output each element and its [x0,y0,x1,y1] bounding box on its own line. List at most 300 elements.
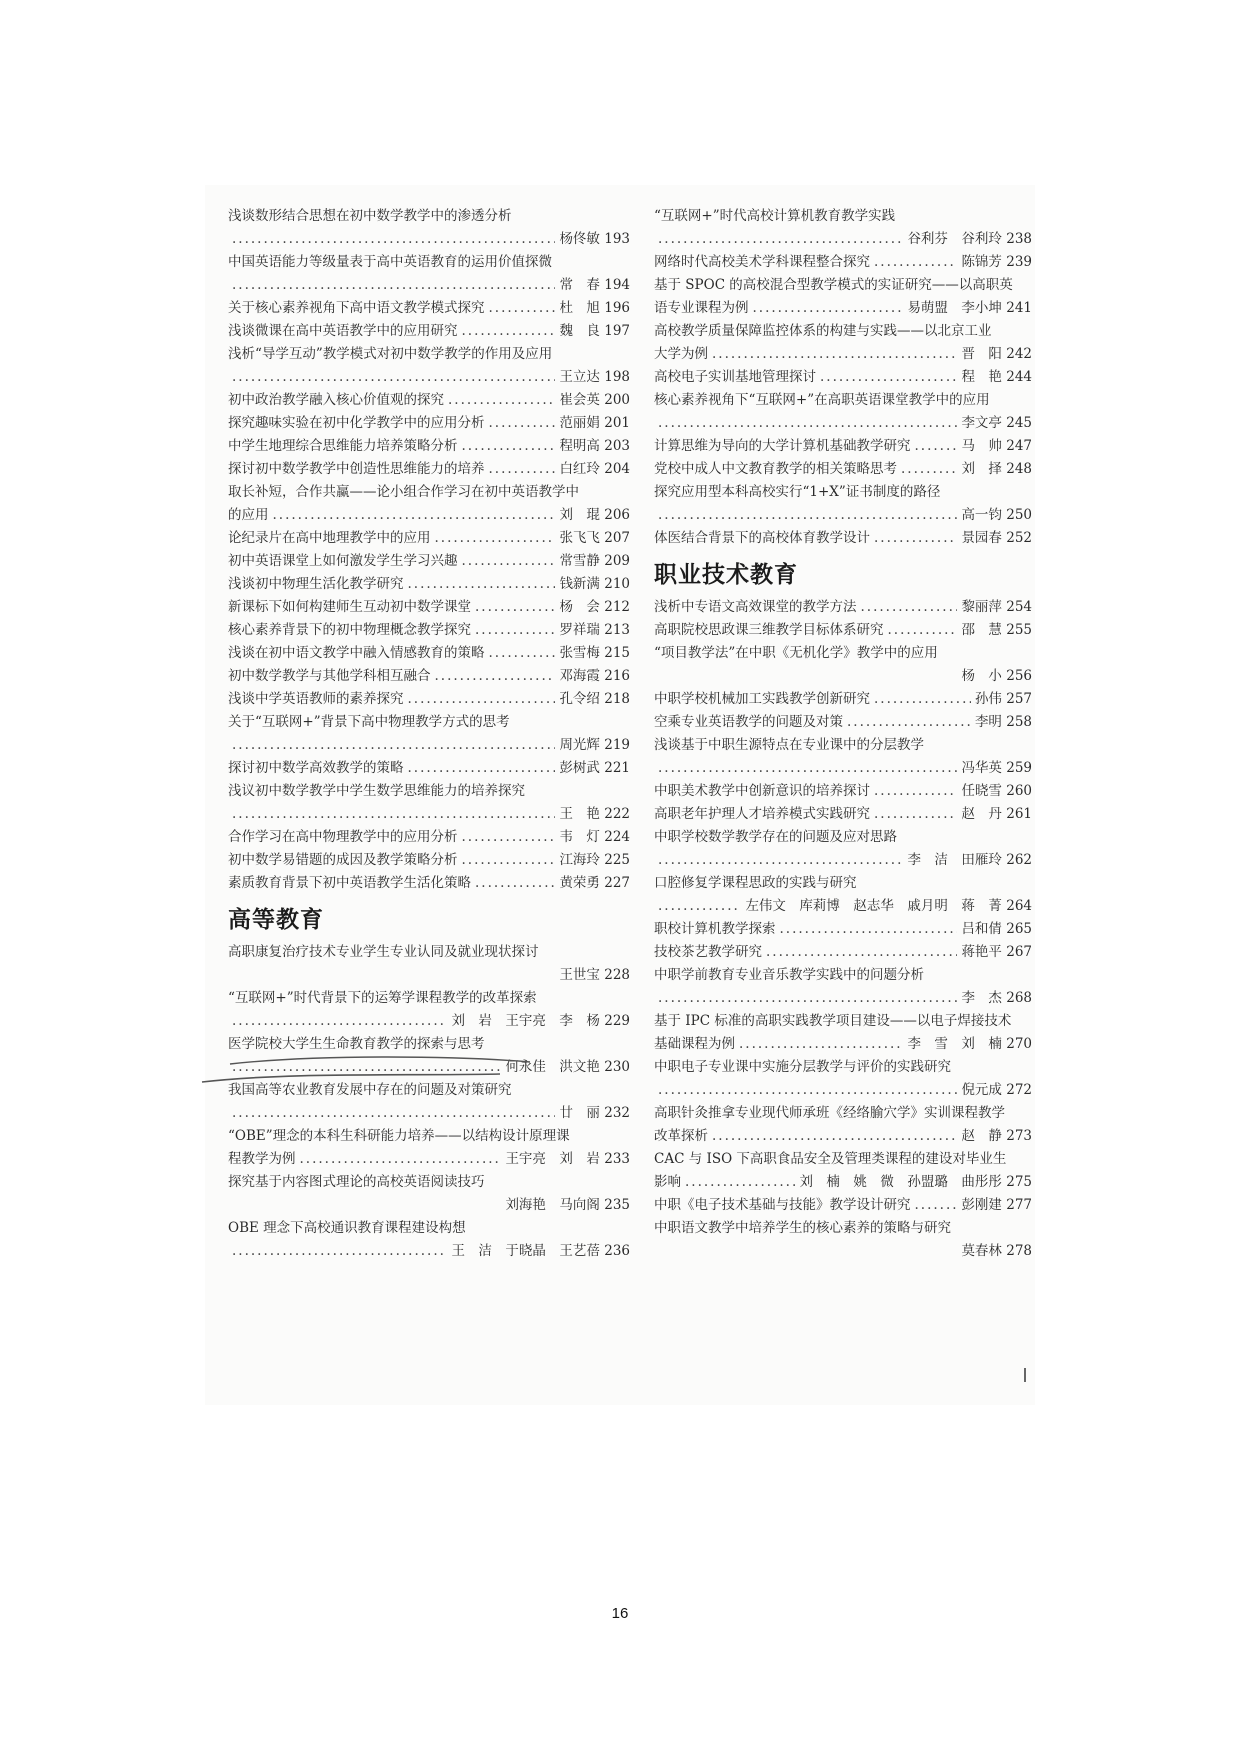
toc-entry-author-page: 彭树武 221 [559,760,630,776]
leader-dots [232,803,555,826]
toc-entry [654,205,1032,251]
toc-entry-line [654,780,1032,803]
toc-entry-line [654,895,1032,918]
leader-dots [753,297,904,320]
toc-entry [228,412,630,435]
toc-entry-author-page: 杨 小 256 [961,668,1032,684]
leader-dots [658,504,957,527]
toc-entry [228,435,630,458]
toc-entry-line [228,941,630,964]
toc-entry [654,619,1032,642]
toc-entry [228,711,630,757]
toc-entry-title: 网络时代高校美术学科课程整合探究 [654,254,870,270]
toc-entry [654,320,1032,366]
leader-dots [489,458,556,481]
toc-entry-line [228,205,630,228]
leader-dots [915,1194,958,1217]
toc-entry-author-page: 杜 旭 196 [559,300,630,316]
toc-entry [228,780,630,826]
toc-entry-line [228,366,630,389]
toc-entry-author-page: 张雪梅 215 [559,645,630,661]
toc-entry-line [228,757,630,780]
toc-entry-author-page: 罗祥瑞 213 [559,622,630,638]
toc-entry [654,872,1032,918]
toc-entry [654,1010,1032,1056]
toc-entry-line [228,1033,630,1056]
leader-dots [658,412,957,435]
toc-entry-line [654,642,1032,665]
toc-entry-title: 高职针灸推拿专业现代师承班《经络腧穴学》实训课程教学 [654,1105,1005,1121]
toc-entry [228,297,630,320]
toc-entry-line [228,435,630,458]
toc-entry-line [228,780,630,803]
toc-entry-title: 核心素养视角下“互联网+”在高职英语课堂教学中的应用 [654,392,990,408]
leader-dots [888,619,958,642]
toc-entry-author-page: 邵 慧 255 [961,622,1032,638]
leader-dots [901,458,957,481]
toc-entry [654,1102,1032,1148]
toc-entry [228,1171,630,1217]
toc-entry-author-page: 赵 静 273 [961,1128,1032,1144]
toc-entry-author-page: 王 艳 222 [559,806,630,822]
toc-entry-author-page: 倪元成 272 [961,1082,1032,1098]
toc-entry-line [228,343,630,366]
toc-entry-author-page: 赵 丹 261 [961,806,1032,822]
leader-dots [475,619,555,642]
leader-dots [462,320,556,343]
toc-entry-title-continued: 的应用 [228,507,269,523]
toc-entry-title: OBE 理念下高校通识教育课程建设构想 [228,1220,466,1236]
toc-entry [654,458,1032,481]
leader-dots [658,849,903,872]
toc-entry-line [654,251,1032,274]
section-heading: 职业技术教育 [654,562,798,588]
toc-entry-line [654,297,1032,320]
toc-entry-author-page: 韦 灯 224 [559,829,630,845]
toc-entry-title: 浅议初中数学教学中学生数学思维能力的培养探究 [228,783,525,799]
toc-entry [228,320,630,343]
toc-entry-line [654,1171,1032,1194]
leader-dots [820,366,957,389]
toc-entry-title: 探究基于内容图式理论的高校英语阅读技巧 [228,1174,485,1190]
toc-entry [228,481,630,527]
toc-entry-line [228,619,630,642]
toc-entry [228,1079,630,1125]
leader-dots [489,297,556,320]
toc-entry-title: 高职院校思政课三维教学目标体系研究 [654,622,884,638]
toc-entry [654,1148,1032,1194]
toc-entry-title: 核心素养背景下的初中物理概念教学探究 [228,622,471,638]
leader-dots [847,711,971,734]
toc-entry-title: 中职《电子技术基础与技能》教学设计研究 [654,1197,911,1213]
toc-entry-line [228,964,630,987]
toc-entry [654,642,1032,688]
toc-entry-title: “项目教学法”在中职《无机化学》教学中的应用 [654,645,938,661]
toc-entry-author-page: 李明 258 [974,714,1032,730]
toc-entry-author-page: 何永佳 洪文艳 230 [505,1059,630,1075]
toc-entry-title-continued: 大学为例 [654,346,708,362]
toc-entry-author-page: 莫春林 278 [961,1243,1032,1259]
toc-entry-title: 初中数学易错题的成因及教学策略分析 [228,852,458,868]
toc-entry-line [228,573,630,596]
toc-entry [228,619,630,642]
toc-entry [228,205,630,251]
toc-entry [228,573,630,596]
toc-entry-title: 技校茶艺教学研究 [654,944,762,960]
toc-entry-title: 高职康复治疗技术专业学生专业认同及就业现状探讨 [228,944,539,960]
toc-entry-author-page: 彭刚建 277 [961,1197,1032,1213]
leader-dots [658,757,957,780]
toc-entry-line [228,849,630,872]
toc-entry-title: 中职电子专业课中实施分层教学与评价的实践研究 [654,1059,951,1075]
toc-entry-title-continued: 影响 [654,1174,681,1190]
toc-entry-line [654,343,1032,366]
toc-entry-author-page: 杨 会 212 [559,599,630,615]
toc-entry-title: 我国高等农业教育发展中存在的问题及对策研究 [228,1082,512,1098]
toc-entry-line [228,412,630,435]
leader-dots [685,1171,795,1194]
toc-entry-author-page: 常雪静 209 [559,553,630,569]
toc-entry-title: 医学院校大学生生命教育教学的探索与思考 [228,1036,485,1052]
toc-entry-line [654,1079,1032,1102]
leader-dots [462,550,556,573]
toc-entry [228,596,630,619]
toc-entry-line [654,941,1032,964]
toc-entry-title: 浅谈基于中职生源特点在专业课中的分层教学 [654,737,924,753]
toc-entry-line [228,642,630,665]
toc-entry-line [228,1240,630,1263]
leader-dots [408,688,556,711]
toc-entry-line [654,1125,1032,1148]
leader-dots [232,228,555,251]
toc-entry-line [228,527,630,550]
toc-entry-line [228,596,630,619]
toc-entry-title: 关于核心素养视角下高中语文教学模式探究 [228,300,485,316]
toc-entry-author-page: 李 雪 刘 楠 270 [907,1036,1032,1052]
toc-entry-line [654,688,1032,711]
toc-entry-author-page: 魏 良 197 [559,323,630,339]
toc-entry-author-page: 程明高 203 [559,438,630,454]
toc-entry-author-page: 杨佟敏 193 [559,231,630,247]
leader-dots [408,573,556,596]
toc-entry [228,665,630,688]
toc-entry-line [228,872,630,895]
toc-entry-line [654,228,1032,251]
toc-entry [654,527,1032,550]
toc-entry-line [654,987,1032,1010]
toc-entry-title: 初中政治教学融入核心价值观的探究 [228,392,444,408]
leader-dots [874,527,957,550]
toc-entry-line [228,389,630,412]
toc-entry [228,872,630,895]
toc-entry-author-page: 王世宝 228 [559,967,630,983]
toc-entry-title: 探讨初中数学高效教学的策略 [228,760,404,776]
toc-entry-line [654,504,1032,527]
toc-entry [654,803,1032,826]
toc-entry [228,642,630,665]
section-heading: 高等教育 [228,907,324,933]
toc-entry [654,596,1032,619]
toc-entry [228,550,630,573]
leader-dots [300,1148,502,1171]
toc-entry-title: 关于“互联网+”背景下高中物理教学方式的思考 [228,714,510,730]
toc-entry-line [654,1010,1032,1033]
toc-entry-line [228,734,630,757]
toc-entry [654,389,1032,435]
toc-entry-line [654,1194,1032,1217]
toc-entry-author-page: 江海玲 225 [559,852,630,868]
toc-entry-line [228,228,630,251]
leader-dots [232,1056,501,1079]
toc-entry [228,1033,630,1079]
toc-entry-title: 中职语文教学中培养学生的核心素养的策略与研究 [654,1220,951,1236]
toc-entry-title: “互联网+”时代背景下的运筹学课程教学的改革探索 [228,990,537,1006]
leader-dots [874,780,957,803]
leader-dots [874,688,971,711]
toc-entry-line [654,826,1032,849]
toc-entry-line [228,665,630,688]
toc-entry [654,366,1032,389]
toc-entry-author-page: 孙伟 257 [974,691,1032,707]
toc-entry-line [654,274,1032,297]
leader-dots [861,596,958,619]
leader-dots [232,1010,447,1033]
toc-entry [654,780,1032,803]
leader-dots [780,918,958,941]
scan-artifact [1024,1368,1026,1382]
toc-entry-title: 浅谈微课在高中英语教学中的应用研究 [228,323,458,339]
leader-dots [475,596,555,619]
leader-dots [448,389,555,412]
toc-entry-title: 初中数学教学与其他学科相互融合 [228,668,431,684]
toc-entry-line [654,849,1032,872]
toc-entry-title: 探究趣味实验在初中化学教学中的应用分析 [228,415,485,431]
leader-dots [874,251,957,274]
leader-dots [232,1240,447,1263]
toc-entry-line [228,826,630,849]
toc-entry-author-page: 李 杰 268 [961,990,1032,1006]
toc-right-column [654,205,1032,1263]
toc-entry [228,343,630,389]
toc-entry-title: 素质教育背景下初中英语教学生活化策略 [228,875,471,891]
toc-entry-line [228,1079,630,1102]
toc-entry [228,688,630,711]
toc-entry-author-page: 任晓雪 260 [961,783,1032,799]
toc-entry-line [654,734,1032,757]
toc-entry [654,1056,1032,1102]
toc-entry-title-continued: 基础课程为例 [654,1036,735,1052]
leader-dots [915,435,958,458]
toc-entry [228,458,630,481]
toc-entry-line [228,504,630,527]
toc-entry-title: 中职美术教学中创新意识的培养探讨 [654,783,870,799]
toc-entry-line [654,527,1032,550]
toc-entry-title: 空乘专业英语教学的问题及对策 [654,714,843,730]
leader-dots [766,941,957,964]
toc-entry-line [654,205,1032,228]
toc-entry [228,826,630,849]
toc-entry-author-page: 钱新满 210 [559,576,630,592]
toc-entry-title-continued: 语专业课程为例 [654,300,749,316]
toc-entry-author-page: 王 洁 于晓晶 王艺蓓 236 [451,1243,630,1259]
toc-entry-author-page: 范丽娟 201 [559,415,630,431]
toc-entry-title: 合作学习在高中物理教学中的应用分析 [228,829,458,845]
toc-entry-line [654,1148,1032,1171]
toc-left-column [228,205,630,1263]
toc-entry-author-page: 白红玲 204 [559,461,630,477]
toc-entry-title-continued: 程教学为例 [228,1151,296,1167]
toc-entry-line [654,389,1032,412]
toc-entry-line [654,665,1032,688]
toc-entry-author-page: 李 洁 田雁玲 262 [907,852,1032,868]
toc-entry-line [654,1102,1032,1125]
toc-entry [228,757,630,780]
leader-dots [658,1079,957,1102]
toc-entry-title: 体医结合背景下的高校体育教学设计 [654,530,870,546]
toc-entry-line [228,1056,630,1079]
toc-entry-author-page: 程 艳 244 [961,369,1032,385]
toc-entry-title: 浅谈数形结合思想在初中数学教学中的渗透分析 [228,208,512,224]
toc-entry-line [654,320,1032,343]
leader-dots [232,734,555,757]
toc-entry [654,734,1032,780]
toc-entry-title: 中国英语能力等级量表于高中英语教育的运用价值探微 [228,254,552,270]
toc-entry-author-page: 孔令绍 218 [559,691,630,707]
toc-entry-author-page: 谷利芬 谷利玲 238 [907,231,1032,247]
toc-entry-author-page: 冯华英 259 [961,760,1032,776]
toc-entry-title: 中职学前教育专业音乐教学实践中的问题分析 [654,967,924,983]
toc-entry-title: 中职学校数学教学存在的问题及应对思路 [654,829,897,845]
toc-entry [228,251,630,297]
leader-dots [408,757,556,780]
toc-entry-line [228,550,630,573]
toc-entry-title: 党校中成人中文教育教学的相关策略思考 [654,461,897,477]
toc-entry [228,941,630,987]
toc-entry-author-page: 崔会英 200 [559,392,630,408]
toc-entry-title: 初中英语课堂上如何激发学生学习兴趣 [228,553,458,569]
toc-entry-title: 浅谈中学英语教师的素养探究 [228,691,404,707]
toc-entry [654,826,1032,872]
toc-entry-title: 浅谈初中物理生活化教学研究 [228,576,404,592]
toc-entry-author-page: 周光辉 219 [559,737,630,753]
toc-entry-title: 浅析“导学互动”教学模式对初中数学教学的作用及应用 [228,346,553,362]
toc-entry-line [228,251,630,274]
leader-dots [658,895,741,918]
leader-dots [489,642,556,665]
toc-entry [654,251,1032,274]
toc-entry-line [654,757,1032,780]
leader-dots [232,274,555,297]
toc-entry-line [228,274,630,297]
toc-entry-author-page: 王立达 198 [559,369,630,385]
leader-dots [739,1033,903,1056]
toc-entry [654,918,1032,941]
toc-entry-author-page: 吕和倩 265 [961,921,1032,937]
toc-entry-line [228,297,630,320]
toc-entry [228,1125,630,1171]
toc-entry-title: 高职老年护理人才培养模式实践研究 [654,806,870,822]
toc-entry-title: 职校计算机教学探索 [654,921,776,937]
leader-dots [489,412,556,435]
toc-entry [228,987,630,1033]
toc-entry-author-page: 高一钧 250 [961,507,1032,523]
toc-entry-author-page: 王宇亮 刘 岩 233 [505,1151,630,1167]
toc-entry-title: 高校电子实训基地管理探讨 [654,369,816,385]
leader-dots [658,987,957,1010]
toc-entry-author-page: 刘 择 248 [961,461,1032,477]
leader-dots [712,343,957,366]
toc-entry-line [654,435,1032,458]
leader-dots [462,435,556,458]
toc-entry-line [228,688,630,711]
toc-entry [228,527,630,550]
toc-entry-author-page: 常 春 194 [559,277,630,293]
toc-entry-title: “OBE”理念的本科生科研能力培养——以结构设计原理课 [228,1128,570,1144]
toc-entry-line [228,1102,630,1125]
toc-entry [654,688,1032,711]
toc-entry-title: CAC 与 ISO 下高职食品安全及管理类课程的建设对毕业生 [654,1151,1007,1167]
toc-entry-title: 计算思维为导向的大学计算机基础教学研究 [654,438,911,454]
toc-entry-author-page: 易萌盟 李小坤 241 [907,300,1032,316]
toc-entry-author-page: 马 帅 247 [961,438,1032,454]
toc-entry-line [654,412,1032,435]
toc-entry-author-page: 廿 丽 232 [559,1105,630,1121]
toc-entry [228,849,630,872]
toc-entry-line [228,1125,630,1148]
toc-entry-line [228,711,630,734]
toc-entry-line [228,320,630,343]
toc-entry [228,1217,630,1263]
toc-entry-line [654,619,1032,642]
leader-dots [232,1102,555,1125]
toc-entry-line [654,596,1032,619]
toc-entry-line [654,458,1032,481]
toc-entry-line [654,481,1032,504]
leader-dots [475,872,555,895]
toc-entry-author-page: 刘海艳 马向阁 235 [505,1197,630,1213]
page-number: 16 [611,1605,629,1622]
toc-entry-title: 基于 IPC 标准的高职实践教学项目建设——以电子焊接技术 [654,1013,1012,1029]
leader-dots [874,803,957,826]
toc-entry-line [228,803,630,826]
toc-entry-line [228,1171,630,1194]
toc-entry-title: 中学生地理综合思维能力培养策略分析 [228,438,458,454]
leader-dots [273,504,556,527]
toc-entry-title: 高校教学质量保障监控体系的构建与实践——以北京工业 [654,323,992,339]
toc-entry-line [654,1056,1032,1079]
toc-entry-line [654,803,1032,826]
toc-entry-line [654,1217,1032,1240]
toc-entry-title: 中职学校机械加工实践教学创新研究 [654,691,870,707]
leader-dots [435,527,556,550]
toc-entry [654,941,1032,964]
leader-dots [462,826,556,849]
toc-entry-title-continued: 改革探析 [654,1128,708,1144]
toc-entry [654,481,1032,527]
toc-entry-line [228,1194,630,1217]
toc-entry-author-page: 蒋艳平 267 [961,944,1032,960]
toc-entry-title: 浅谈在初中语文教学中融入情感教育的策略 [228,645,485,661]
toc-entry-title: 新课标下如何构建师生互动初中数学课堂 [228,599,471,615]
toc-entry-title: 探究应用型本科高校实行“1+X”证书制度的路径 [654,484,941,500]
toc-entry-author-page: 晋 阳 242 [961,346,1032,362]
toc-entry-author-page: 左伟文 库莉博 赵志华 戚月明 蒋 菁 264 [745,898,1032,914]
toc-entry-author-page: 张飞飞 207 [559,530,630,546]
toc-entry-author-page: 刘 岩 王宇亮 李 杨 229 [451,1013,630,1029]
toc-entry-title: 取长补短，合作共赢——论小组合作学习在初中英语教学中 [228,484,579,500]
toc-entry-author-page: 刘 楠 姚 微 孙盟璐 曲彤彤 275 [799,1174,1032,1190]
toc-entry [654,435,1032,458]
